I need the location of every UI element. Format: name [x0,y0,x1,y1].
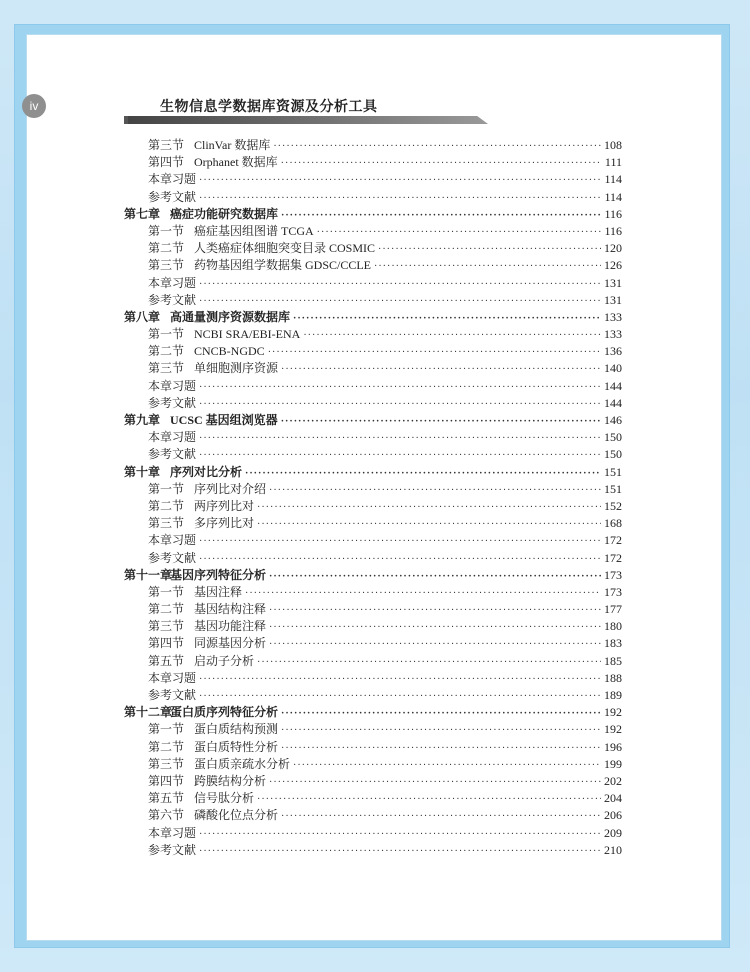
toc-entry-label [124,222,314,239]
toc-entry-label [124,497,254,514]
toc-entry-title: 基因结构注释 [194,602,267,617]
toc-entry-title: 参考文献 [148,550,197,565]
toc-page-number: 168 [604,516,622,531]
toc-chapter-row[interactable] [124,205,622,222]
toc-page-number: 114 [604,189,622,204]
table-of-contents [124,136,622,858]
toc-page-number: 204 [604,791,622,806]
toc-entry-title: 参考文献 [148,447,197,462]
toc-leader-dots [257,658,601,668]
toc-page-number: 192 [604,705,622,720]
toc-leader-dots [374,262,601,272]
toc-entry-label [124,325,300,342]
toc-page-number: 111 [604,155,622,170]
toc-entry-number: 第三节 [148,258,185,273]
toc-entry-label [124,703,278,720]
toc-entry-number: 第九章 [124,413,161,427]
toc-entry-number: 第二节 [148,498,185,513]
toc-entry-title: CNCB-NGDC [194,344,265,359]
toc-leader-dots [281,365,601,375]
toc-section-row[interactable] [124,549,622,566]
toc-entry-label [124,583,242,600]
toc-entry-label [124,291,196,308]
toc-page-number: 140 [604,361,622,376]
toc-entry-number: 第二节 [148,344,185,359]
toc-entry-label [124,377,196,394]
toc-entry-label [124,566,266,583]
toc-entry-title: 基因注释 [194,584,243,599]
toc-page-number: 131 [604,275,622,290]
toc-page-number: 151 [604,481,622,496]
toc-entry-title: 本章习题 [148,172,197,187]
toc-entry-title: 磷酸化位点分析 [194,808,279,823]
toc-entry-title: 药物基因组学数据集 GDSC/CCLE [194,258,372,273]
toc-leader-dots [199,280,601,290]
toc-section-row[interactable] [124,342,622,359]
toc-leader-dots [269,778,601,788]
toc-section-row[interactable] [124,720,622,737]
toc-entry-number: 第二节 [148,602,185,617]
toc-leader-dots [281,744,601,754]
toc-section-row[interactable] [124,738,622,755]
toc-entry-title: 参考文献 [148,842,197,857]
toc-section-row[interactable] [124,772,622,789]
toc-section-row[interactable] [124,686,622,703]
toc-entry-label [124,308,290,325]
toc-entry-label [124,738,278,755]
toc-page-number: 151 [604,464,622,479]
toc-page-number: 146 [604,413,622,427]
toc-entry-title: 蛋白质序列特征分析 [170,705,279,720]
toc-entry-label [124,789,254,806]
toc-entry-number: 第五节 [148,653,185,668]
toc-entry-title: 参考文献 [148,688,197,702]
toc-page-number: 131 [604,292,622,307]
toc-page-number: 192 [604,722,622,737]
toc-page-number: 144 [604,395,622,410]
toc-entry-number: 第一节 [148,584,185,599]
toc-page-number: 136 [604,344,622,359]
toc-entry-title: 跨膜结构分析 [194,773,267,788]
toc-entry-number: 第一节 [148,223,185,238]
toc-section-row[interactable] [124,445,622,462]
toc-entry-label [124,411,278,428]
toc-page-number: 116 [604,223,622,238]
toc-entry-title: 参考文献 [148,189,197,204]
toc-entry-number: 第一节 [148,481,185,496]
toc-leader-dots [269,623,601,633]
toc-entry-title: 单细胞测序资源 [194,361,279,376]
toc-leader-dots [273,142,601,152]
toc-section-row[interactable] [124,480,622,497]
toc-entry-number: 第三节 [148,361,185,376]
toc-entry-label [124,841,196,858]
toc-leader-dots [269,640,601,650]
toc-entry-title: 本章习题 [148,670,197,685]
toc-entry-number: 第三节 [148,138,185,152]
toc-section-row[interactable] [124,359,622,376]
toc-entry-title: 高通量测序资源数据库 [170,309,291,324]
toc-section-row[interactable] [124,531,622,548]
toc-entry-label [124,600,266,617]
toc-section-row[interactable] [124,239,622,256]
toc-leader-dots [199,537,601,547]
toc-leader-dots [293,761,601,771]
toc-page-number: 172 [604,550,622,565]
toc-entry-number: 第四节 [148,636,185,651]
toc-entry-number: 第三节 [148,619,185,634]
toc-entry-label [124,170,196,187]
toc-entry-title: 序列对比分析 [170,464,243,479]
toc-entry-title: 癌症功能研究数据库 [170,206,279,221]
toc-entry-number: 第八章 [124,309,161,324]
toc-leader-dots [269,572,601,582]
toc-entry-title: 人类癌症体细胞突变目录 COSMIC [194,241,376,256]
toc-entry-title: 参考文献 [148,395,197,410]
toc-entry-number: 第三节 [148,756,185,771]
toc-section-row[interactable] [124,755,622,772]
toc-leader-dots [257,520,601,530]
toc-section-row[interactable] [124,806,622,823]
toc-page-number: 180 [604,619,622,634]
toc-section-row[interactable] [124,170,622,187]
toc-entry-label [124,634,266,651]
toc-page-number: 183 [604,636,622,651]
toc-entry-label [124,686,196,703]
toc-leader-dots [199,383,601,393]
toc-entry-label [124,256,371,273]
toc-page-number: 209 [604,825,622,840]
toc-entry-label [124,205,278,222]
toc-section-row[interactable] [124,325,622,342]
toc-chapter-row[interactable] [124,411,622,428]
toc-entry-number: 第五节 [148,791,185,806]
toc-entry-number: 第二节 [148,739,185,754]
toc-entry-title: 蛋白质亲疏水分析 [194,756,291,771]
toc-entry-label [124,806,278,823]
toc-section-row[interactable] [124,600,622,617]
toc-chapter-row[interactable] [124,308,622,325]
toc-entry-number: 第十二章 [124,705,173,720]
page-number-badge: iv [22,94,46,118]
toc-chapter-row[interactable] [124,463,622,480]
toc-leader-dots [199,297,601,307]
toc-entry-title: 基因功能注释 [194,619,267,634]
toc-entry-number: 第二节 [148,241,185,256]
toc-section-row[interactable] [124,291,622,308]
toc-leader-dots [199,451,601,461]
toc-entry-number: 第一节 [148,722,185,737]
toc-section-row[interactable] [124,617,622,634]
book-title: 生物信息学数据库资源及分析工具 [160,99,378,115]
toc-entry-title: UCSC 基因组浏览器 [170,413,278,427]
toc-leader-dots [199,434,601,444]
toc-entry-label [124,755,290,772]
toc-entry-label [124,617,266,634]
toc-page-number: 173 [604,584,622,599]
toc-leader-dots [245,589,601,599]
toc-entry-title: 参考文献 [148,292,197,307]
toc-entry-label [124,514,254,531]
toc-page-number: 108 [604,138,622,152]
toc-section-row[interactable] [124,136,622,153]
toc-entry-title: 序列比对介绍 [194,481,267,496]
toc-leader-dots [199,847,601,857]
toc-leader-dots [281,211,601,221]
toc-page-number: 206 [604,808,622,823]
toc-section-row[interactable] [124,274,622,291]
toc-section-row[interactable] [124,377,622,394]
toc-section-row[interactable] [124,841,622,858]
toc-entry-title: ClinVar 数据库 [194,138,271,152]
toc-entry-title: 同源基因分析 [194,636,267,651]
toc-entry-number: 第四节 [148,773,185,788]
toc-page-number: 120 [604,241,622,256]
toc-entry-label [124,652,254,669]
toc-page-number: 177 [604,602,622,617]
toc-entry-number: 第七章 [124,206,161,221]
toc-leader-dots [293,314,601,324]
toc-page-number: 199 [604,756,622,771]
toc-page-number: 202 [604,773,622,788]
toc-leader-dots [281,812,601,822]
toc-section-row[interactable] [124,669,622,686]
toc-entry-number: 第十章 [124,464,161,479]
toc-entry-title: 本章习题 [148,378,197,393]
toc-entry-label [124,445,196,462]
toc-leader-dots [269,486,601,496]
toc-entry-number: 第十一章 [124,567,173,582]
toc-entry-label [124,549,196,566]
toc-entry-label [124,463,242,480]
toc-page-number: 185 [604,653,622,668]
toc-section-row[interactable] [124,634,622,651]
toc-leader-dots [268,348,601,358]
toc-chapter-row[interactable] [124,703,622,720]
toc-entry-number: 第三节 [148,516,185,531]
toc-entry-title: 蛋白质特性分析 [194,739,279,754]
toc-page-number: 188 [604,670,622,685]
header-bar [128,116,488,124]
toc-entry-label [124,428,196,445]
toc-entry-label [124,720,278,737]
toc-leader-dots [199,555,601,565]
toc-leader-dots [269,606,601,616]
toc-leader-dots [281,726,601,736]
toc-entry-label [124,153,278,170]
toc-leader-dots [281,159,602,169]
toc-entry-label [124,394,196,411]
toc-entry-number: 第一节 [148,327,185,342]
toc-entry-title: 蛋白质结构预测 [194,722,279,737]
toc-entry-title: 信号肽分析 [194,791,255,806]
toc-page-number: 152 [604,498,622,513]
toc-page-number: 114 [604,172,622,187]
toc-entry-label [124,188,196,205]
toc-entry-title: 本章习题 [148,430,197,445]
toc-section-row[interactable] [124,222,622,239]
toc-entry-label [124,342,265,359]
toc-page-number: 173 [604,567,622,582]
toc-leader-dots [199,194,601,204]
toc-section-row[interactable] [124,428,622,445]
toc-page-number: 189 [604,688,622,702]
toc-page-number: 116 [604,206,622,221]
toc-page-number: 133 [604,327,622,342]
toc-leader-dots [199,176,601,186]
toc-leader-dots [199,400,601,410]
toc-entry-title: Orphanet 数据库 [194,155,278,170]
toc-entry-title: 基因序列特征分析 [170,567,267,582]
toc-section-row[interactable] [124,789,622,806]
toc-section-row[interactable] [124,394,622,411]
toc-chapter-row[interactable] [124,566,622,583]
toc-entry-label [124,359,278,376]
toc-entry-number: 第四节 [148,155,185,170]
toc-leader-dots [257,795,601,805]
toc-leader-dots [281,709,601,719]
toc-entry-title: 本章习题 [148,825,197,840]
toc-entry-title: 本章习题 [148,275,197,290]
toc-section-row[interactable] [124,153,622,170]
toc-page-number: 144 [604,378,622,393]
toc-section-row[interactable] [124,583,622,600]
toc-leader-dots [245,469,601,479]
toc-entry-label [124,531,196,548]
toc-leader-dots [281,417,601,427]
toc-page-number: 150 [604,430,622,445]
toc-page-number: 196 [604,739,622,754]
toc-page-number: 172 [604,533,622,548]
toc-entry-number: 第六节 [148,808,185,823]
toc-section-row[interactable] [124,514,622,531]
toc-entry-label [124,136,270,153]
toc-section-row[interactable] [124,256,622,273]
toc-page-number: 133 [604,309,622,324]
toc-leader-dots [257,503,601,513]
toc-entry-label [124,669,196,686]
toc-leader-dots [378,245,601,255]
toc-entry-title: 两序列比对 [194,498,255,513]
toc-section-row[interactable] [124,188,622,205]
toc-leader-dots [303,331,601,341]
toc-leader-dots [317,228,602,238]
toc-entry-label [124,772,266,789]
toc-leader-dots [199,675,601,685]
toc-entry-title: 多序列比对 [194,516,255,531]
toc-entry-title: 启动子分析 [194,653,255,668]
toc-section-row[interactable] [124,497,622,514]
toc-entry-title: 癌症基因组图谱 TCGA [194,223,314,238]
toc-entry-label [124,274,196,291]
toc-section-row[interactable] [124,652,622,669]
toc-leader-dots [199,830,601,840]
toc-page-number: 210 [604,842,622,857]
toc-entry-title: 本章习题 [148,533,197,548]
toc-page-number: 126 [604,258,622,273]
toc-entry-label [124,480,266,497]
toc-entry-title: NCBI SRA/EBI-ENA [194,327,301,342]
toc-page-number: 150 [604,447,622,462]
toc-leader-dots [199,692,601,702]
toc-entry-label [124,239,375,256]
toc-section-row[interactable] [124,824,622,841]
toc-entry-label [124,824,196,841]
